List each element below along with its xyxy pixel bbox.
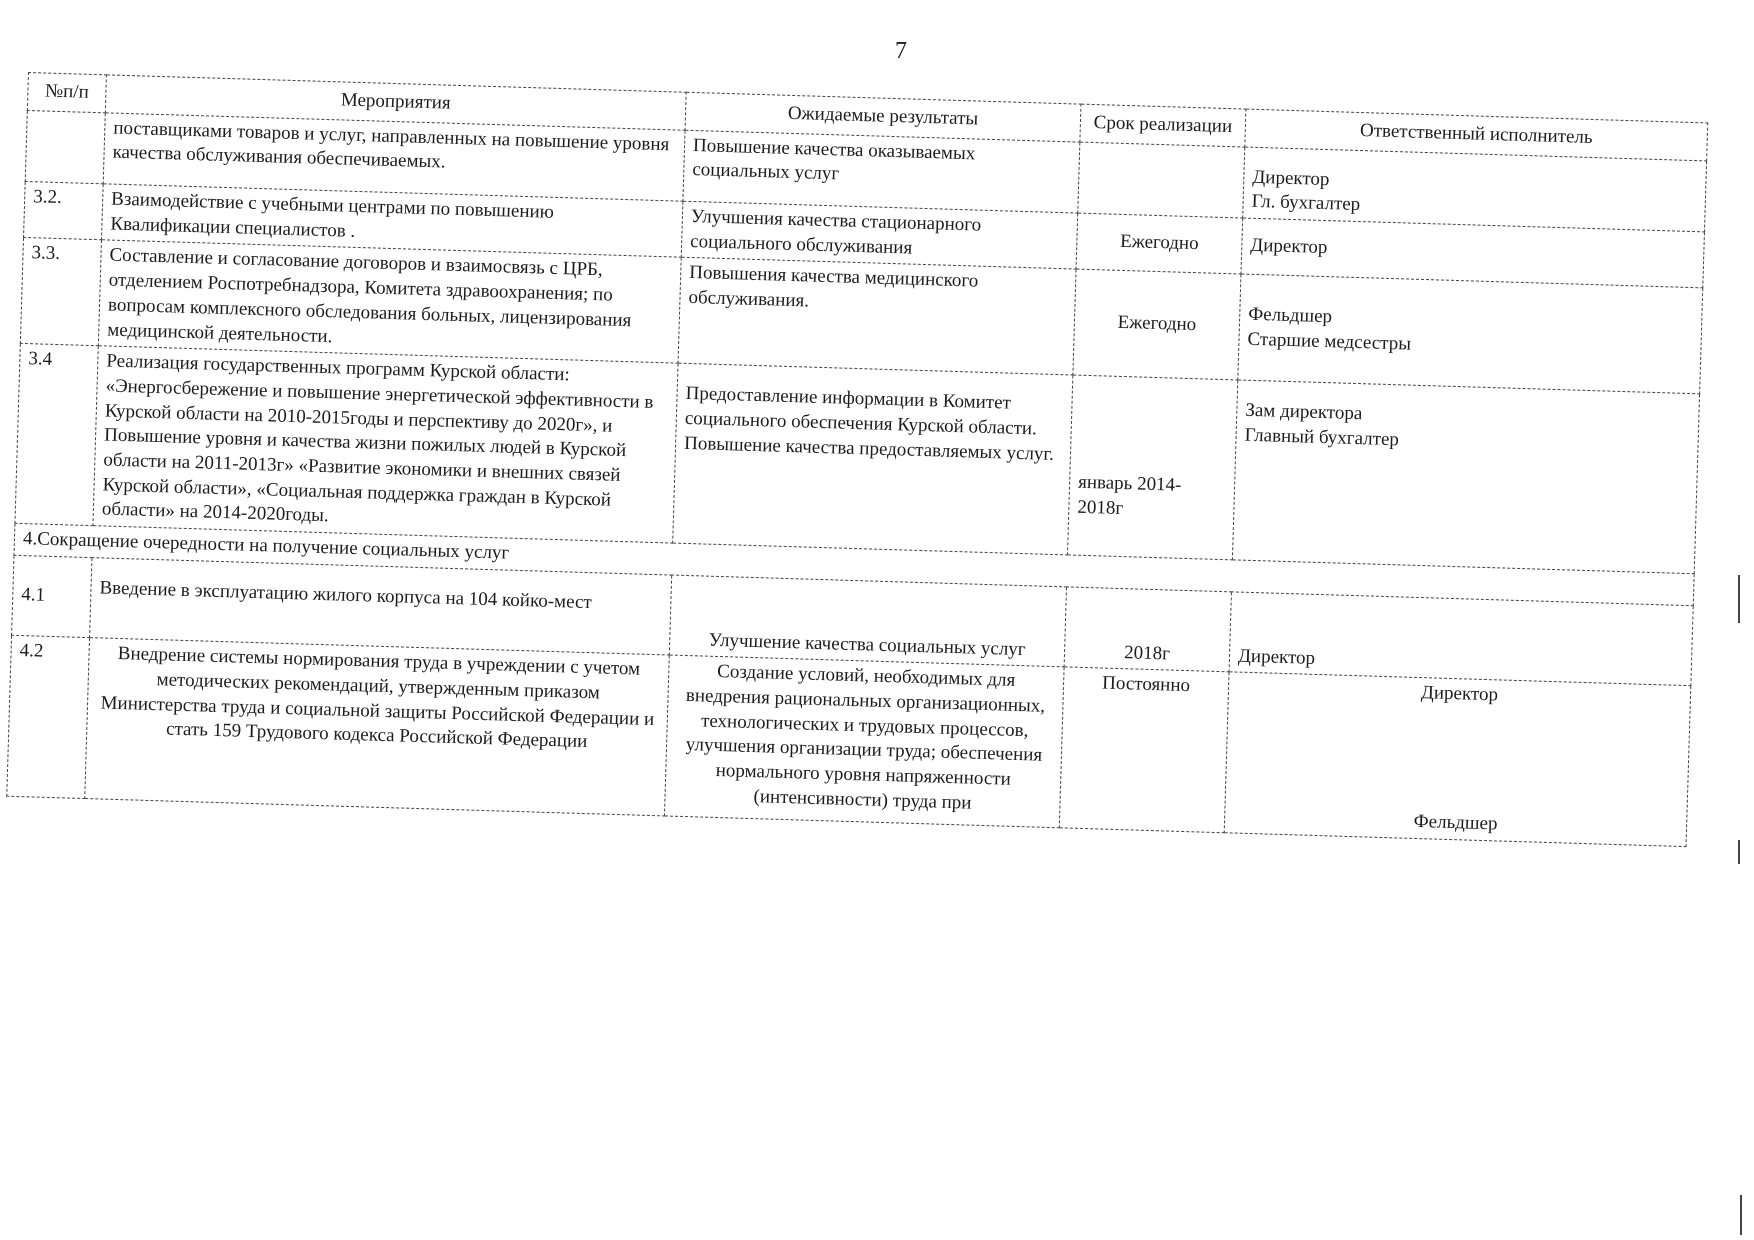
executor-line: Фельдшер — [1413, 810, 1498, 835]
plan-table — [6, 72, 1708, 847]
scan-margin-mark — [1740, 1195, 1742, 1235]
page-number: 7 — [895, 38, 907, 64]
executor-line: Директор — [1250, 235, 1328, 259]
header-result: Ожидаемые результаты — [685, 92, 1081, 142]
row-num: 3.2. — [24, 182, 104, 241]
row-executor — [1243, 147, 1707, 232]
scanned-table-area — [6, 72, 1707, 847]
row-term — [1078, 142, 1245, 218]
executor-line: Старшие медсестры — [1247, 328, 1412, 355]
row-term: Ежегодно — [1076, 213, 1243, 274]
executor-line: Директор — [1420, 682, 1499, 706]
row-result: Повышение качества оказываемых социальных услуг — [683, 130, 1080, 213]
row-result: Повышения качества медицинского обслуживания. — [678, 258, 1076, 376]
row-result: Создание условий, необходимых для внедрения рациональных организационных, технологических и трудовых процессов, улучшения организации труда; обеспечения нормального уровня напряженности (интенсивности) труда при — [664, 655, 1064, 827]
row-num: 4.2 — [7, 636, 90, 799]
row-event: Реализация государственных программ Курской области: «Энергосбережение и повышение энергетической эффективности в Курской области на 2010-2015годы и перспективу до 2020г», и Повышение уровня и качества жизни пожилых людей в Курской области на 2011-2013г» «Развитие экономики и внешних связей Курской области», «Социальная поддержка граждан в Курской области» на 2014-2020годы. — [93, 346, 678, 543]
row-term: январь 2014-2018г — [1067, 375, 1237, 560]
row-executor — [1232, 380, 1699, 574]
executor-line: Фельдшер — [1247, 303, 1333, 328]
header-executor: Ответственный исполнитель — [1245, 109, 1708, 161]
executor-line: Директор — [1237, 645, 1316, 669]
section-title: 4.Сокращение очередности на получение социальных услуг — [14, 523, 1694, 605]
executor-line: Директор — [1252, 166, 1330, 190]
row-result: Улучшения качества стационарного социального обслуживания — [681, 201, 1078, 269]
row-term: 2018г — [1064, 587, 1231, 673]
row-event: Взаимодействие с учебными центрами по повышению Квалификации специалистов . — [101, 184, 682, 258]
row-event: Внедрение системы нормирования труда в учреждении с учетом методических рекомендаций, утвержденным приказом Министерства труда и социальной защиты Российской Федерации и стать 159 Трудового кодекса Российской Федерации — [85, 638, 670, 816]
header-event: Мероприятия — [105, 75, 686, 130]
row-num: 3.4 — [15, 344, 98, 526]
row-term: Постоянно — [1059, 667, 1229, 832]
executor-line: Гл. бухгалтер — [1251, 191, 1361, 216]
scan-margin-mark — [1738, 575, 1740, 623]
executor-line: Главный бухгалтер — [1244, 424, 1400, 451]
scan-margin-mark — [1738, 840, 1740, 864]
row-executor — [1224, 672, 1691, 846]
header-term: Срок реализации — [1080, 104, 1246, 147]
row-executor — [1229, 592, 1693, 687]
row-event: поставщиками товаров и услуг, направленных на повышение уровня качества обслуживания обеспечиваемых. — [103, 113, 685, 202]
row-term: Ежегодно — [1073, 269, 1241, 380]
row-executor — [1238, 274, 1703, 394]
header-num: №п/п — [27, 73, 106, 113]
row-num: 4.1 — [12, 555, 92, 638]
executor-line: Зам директора — [1245, 399, 1363, 425]
row-event: Составление и согласование договоров и взаимосвязь с ЦРБ, отделением Роспотребнадзора, Комитета здравоохранения; по вопросам комплексного обследования больных, лицензирования медицинской деятельности. — [98, 240, 681, 363]
row-num: 3.3. — [20, 238, 101, 346]
row-result: Улучшение качества социальных услуг — [669, 575, 1066, 668]
row-event: Введение в эксплуатацию жилого корпуса на 104 койко-мест — [90, 557, 672, 655]
row-result: Предоставление информации в Комитет социального обеспечения Курской области. Повышение качества предоставляемых услуг. — [673, 363, 1073, 555]
row-num — [25, 110, 105, 184]
